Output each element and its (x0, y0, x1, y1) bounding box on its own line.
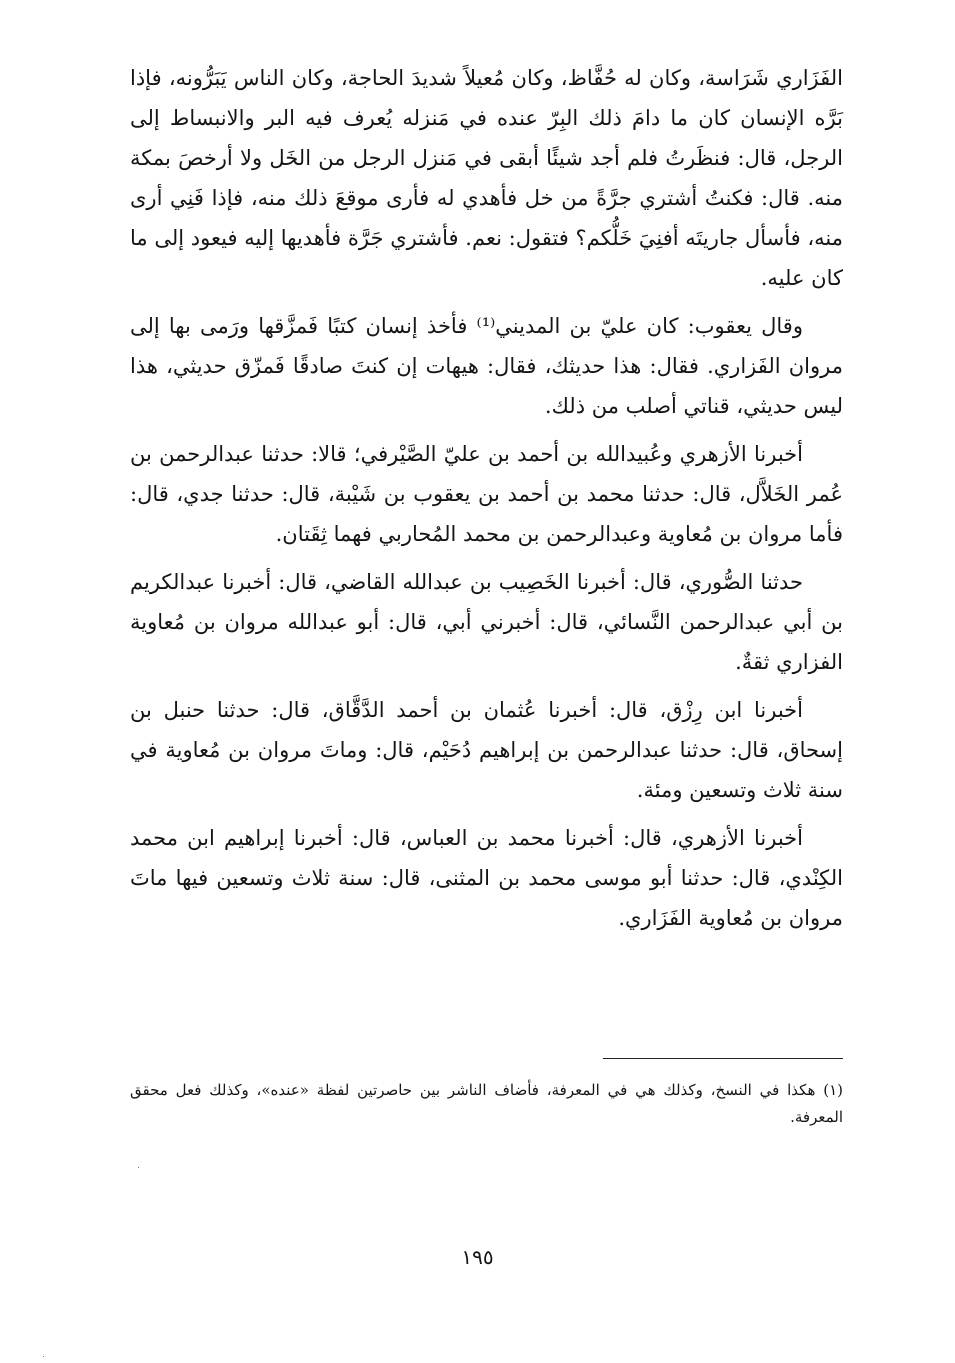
scan-speck (43, 1356, 44, 1357)
paragraph-4: حدثنا الصُّوري، قال: أخبرنا الخَصِيب بن عبدالله القاضي، قال: أخبرنا عبدالكريم بن أبي عبدالرحمن النَّسائي، قال: أخبرني أبي، قال: أبو عبدالله مروان بن مُعاوية الفزاري ثقةٌ. (130, 570, 843, 674)
paragraph-1: الفَزَاري شَرَاسة، وكان له حُفَّاظ، وكان مُعيلاً شديدَ الحاجة، وكان الناس يَبَرُّونه، فإذا بَرَّه الإنسان كان ما دامَ ذلك البِرّ عنده في مَنزله يُعرف فيه البر والانبساط إلى الرجل، قال: فنظَرتُ فلم أجد شيئًا أبقى في مَنزل الرجل من الخَل ولا أرخصَ بمكة منه. قال: فكنتُ أشتري جرَّةً من خل فأهدي له فأرى موقعَ ذلك منه، فإذا فَنِي أرى منه، فأسأل جاريتَه أفنِيَ خَلُّكم؟ فتقول: نعم. فأشتري جَرَّة فأهديها إليه فيعود إلى ما كان عليه. (130, 66, 843, 290)
paragraph-6: أخبرنا الأزهري، قال: أخبرنا محمد بن العباس، قال: أخبرنا إبراهيم ابن محمد الكِنْدي، قال: حدثنا أبو موسى محمد بن المثنى، قال: سنة ثلاث وتسعين فيها ماتَ مروان بن مُعاوية الفَزَاري. (130, 826, 843, 930)
paragraph-2: وقال يعقوب: كان عليّ بن المديني⁽¹⁾ فأخذ إنسان كتبًا فَمزَّقها ورَمى بها إلى مروان الفَزاري. فقال: هذا حديثك، فقال: هيهات إن كنتَ صادقًا فَمزّق حديثي، هذا ليس حديثي، قناتي أصلب من ذلك. (130, 314, 843, 418)
page-number: ١٩٥ (461, 1245, 494, 1269)
footnote (130, 1077, 843, 1131)
paragraph-5: أخبرنا ابن رِزْق، قال: أخبرنا عُثمان بن أحمد الدَّقَّاق، قال: حدثنا حنبل بن إسحاق، قال: حدثنا عبدالرحمن بن إبراهيم دُحَيْم، قال: وماتَ مروان بن مُعاوية في سنة ثلاث وتسعين ومئة. (130, 698, 843, 802)
main-text (130, 58, 843, 946)
paragraph-3: أخبرنا الأزهري وعُبيدالله بن أحمد بن عليّ الصَّيْرفي؛ قالا: حدثنا عبدالرحمن بن عُمر الخَلاَّل، قال: حدثنا محمد بن أحمد بن يعقوب بن شَيْبة، قال: حدثنا جدي، قال: فأما مروان بن مُعاوية وعبدالرحمن بن محمد المُحاربي فهما ثِقَتان. (130, 442, 843, 546)
footnote-divider (603, 1058, 843, 1059)
footnote-marker: (١) (823, 1081, 843, 1099)
footnote-text: هكذا في النسخ، وكذلك هي في المعرفة، فأضاف الناشر بين حاصرتين لفظة «عنده»، وكذلك فعل محقق المعرفة. (130, 1081, 843, 1126)
scan-speck (138, 1167, 139, 1168)
